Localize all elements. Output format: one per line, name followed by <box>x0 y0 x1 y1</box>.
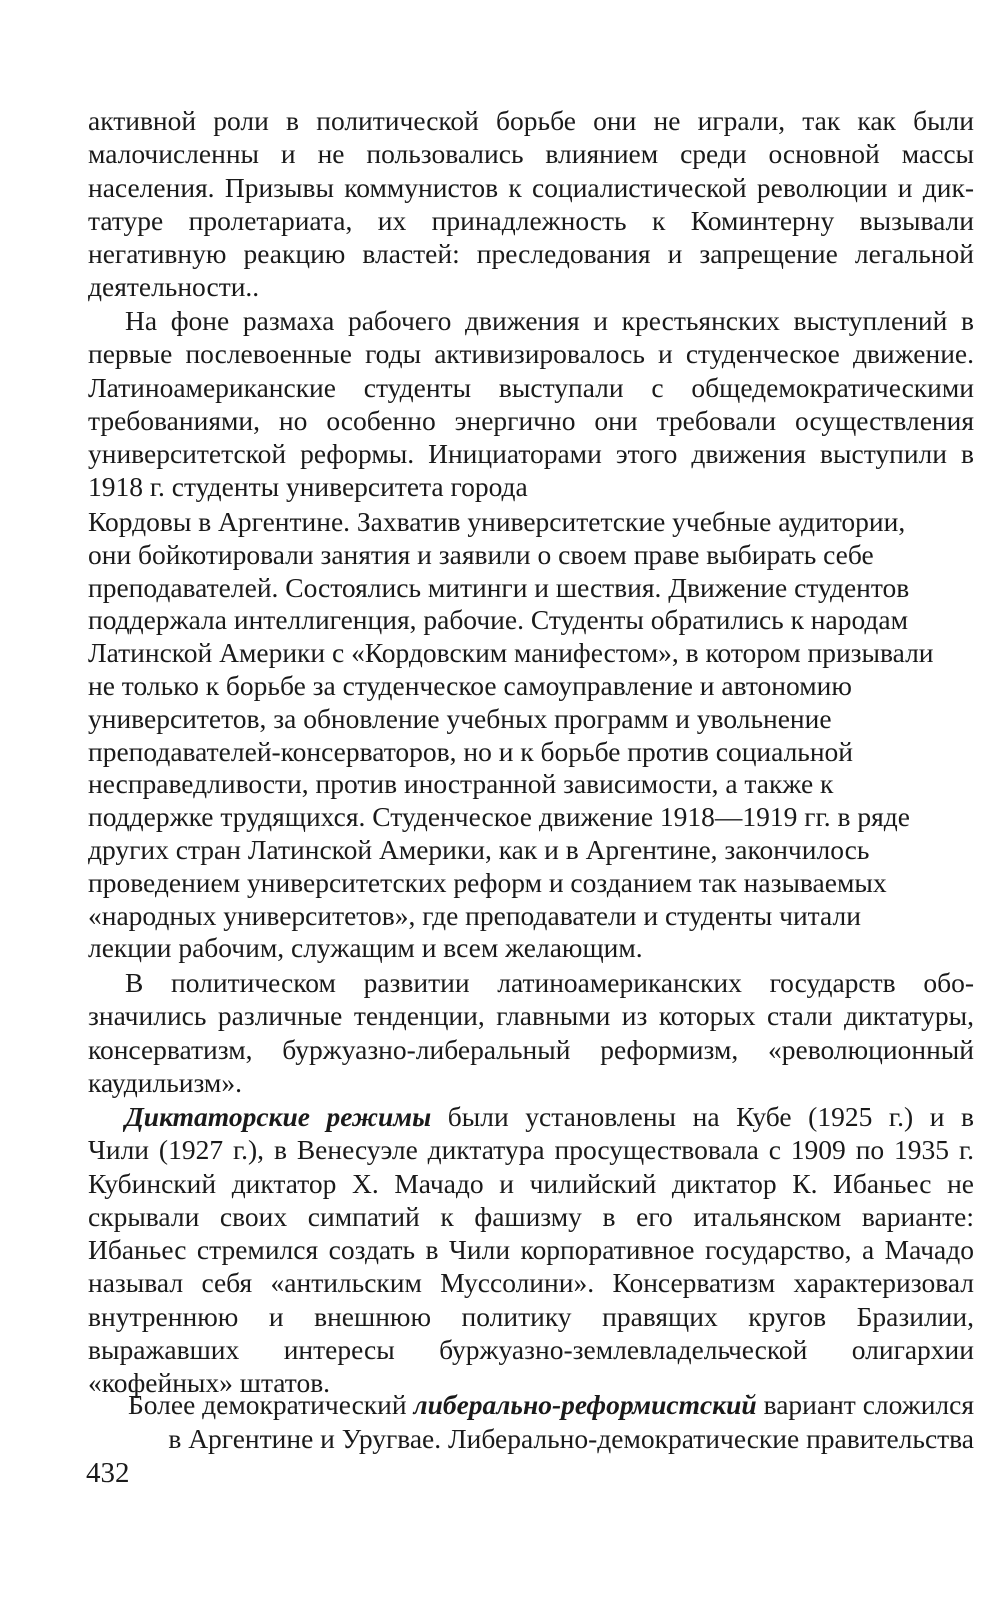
page-number: 432 <box>86 1457 130 1489</box>
text-line <box>88 1100 974 1133</box>
text-line: университетской реформы. Инициаторами этого движения выступили в <box>88 438 974 470</box>
text-line: внутреннюю и внешнюю политику правящих кругов Бразилии, <box>88 1300 974 1332</box>
text-line: Латиноамериканские студенты выступали с общедемократическими <box>88 371 974 403</box>
text-line: деятельности.. <box>88 271 260 303</box>
text-fragment: Более демократический <box>127 1389 414 1420</box>
text-line: поддержала интеллигенция, рабочие. Студенты обратились к народам <box>88 604 909 636</box>
text-line: проведением университетских реформ и созданием так называемых <box>88 866 887 898</box>
text-fragment: были установлены на Кубе (1925 г.) и в <box>431 1101 974 1132</box>
text-line: в Аргентине и Уругвае. Либерально-демократические правительства <box>168 1423 974 1454</box>
text-line: активной роли в политической борьбе они не играли, так как были <box>88 105 974 136</box>
text-line: «народных университетов», где преподаватели и студенты читали <box>88 899 861 931</box>
text-line: несправедливости, против иностранной зависимости, а также к <box>88 768 834 800</box>
text-line: негативную реакцию властей: преследования и запрещение легальной <box>88 238 974 270</box>
emphasis-term: либерально-реформистский <box>413 1389 757 1420</box>
text-line: университетов, за обновление учебных программ и увольнение <box>88 702 832 734</box>
text-line: каудильизм». <box>88 1066 242 1098</box>
text-line <box>88 1388 974 1421</box>
text-line: не только к борьбе за студенческое самоуправление и автономию <box>88 669 852 701</box>
text-line: консерватизм, буржуазно-либеральный реформизм, «революционный <box>88 1033 974 1065</box>
text-line: они бойкотировали занятия и заявили о своем праве выбирать себе <box>88 538 874 570</box>
paragraph-liberal-reformist-cont <box>88 1422 974 1455</box>
text-line: Латинской Америки с «Кордовским манифестом», в котором призывали <box>88 637 934 669</box>
paragraph-liberal-reformist <box>88 1388 974 1421</box>
text-line: Чили (1927 г.), в Венесуэле диктатура просуществовала с 1909 по 1935 г. <box>88 1134 974 1166</box>
text-line: татуре пролетариата, их принадлежность к Коминтерну вызывали <box>88 204 974 236</box>
text-line: преподавателей-консерваторов, но и к борьбе против социальной <box>88 735 854 767</box>
paragraph-political-tendencies <box>88 966 974 1099</box>
text-line: Ибаньес стремился создать в Чили корпоративное государство, а Мачадо <box>88 1234 974 1266</box>
text-line: скрывали своих симпатий к фашизму в его итальянском варианте: <box>88 1200 974 1232</box>
text-line: требованиями, но особенно энергично они требовали осуществления <box>88 404 974 436</box>
text-line: лекции рабочим, служащим и всем желающим. <box>88 932 643 964</box>
text-line: значились различные тенденции, главными из которых стали диктатуры, <box>88 1000 974 1032</box>
text-line: других стран Латинской Америки, как и в Аргентине, закончилось <box>88 833 870 865</box>
text-line: поддержке трудящихся. Студенческое движение 1918—1919 гг. в ряде <box>88 801 910 833</box>
text-line: называл себя «антильским Муссолини». Консерватизм характеризовал <box>88 1267 974 1299</box>
text-line: малочисленны и не пользовались влиянием среди основной массы <box>88 138 974 170</box>
text-line: населения. Призывы коммунистов к социалистической революции и дик- <box>88 171 974 203</box>
emphasis-term: Диктаторские режимы <box>125 1101 432 1132</box>
text-line: 1918 г. студенты университета города <box>88 471 528 503</box>
paragraph-student-movement <box>88 304 974 504</box>
paragraph-dictatorships <box>88 1100 974 1400</box>
text-line: Кубинский диктатор Х. Мачадо и чилийский диктатор К. Ибаньес не <box>88 1167 974 1199</box>
paragraph-communists <box>88 104 974 304</box>
text-line: В политическом развитии латиноамериканских государств обо- <box>125 967 974 998</box>
paragraph-cordoba <box>88 506 974 965</box>
text-fragment: вариант сложился <box>756 1389 974 1420</box>
text-line: «кофейных» штатов. <box>88 1367 331 1399</box>
text-line: Кордовы в Аргентине. Захватив университетские учебные аудитории, <box>88 506 906 537</box>
text-line: На фоне размаха рабочего движения и крестьянских выступлений в <box>125 305 974 336</box>
text-line: выражавших интересы буржуазно-землевладельческой олигархии <box>88 1334 974 1366</box>
text-line: первые послевоенные годы активизировалось и студенческое движение. <box>88 338 974 370</box>
text-line: преподавателей. Состоялись митинги и шествия. Движение студентов <box>88 571 910 603</box>
